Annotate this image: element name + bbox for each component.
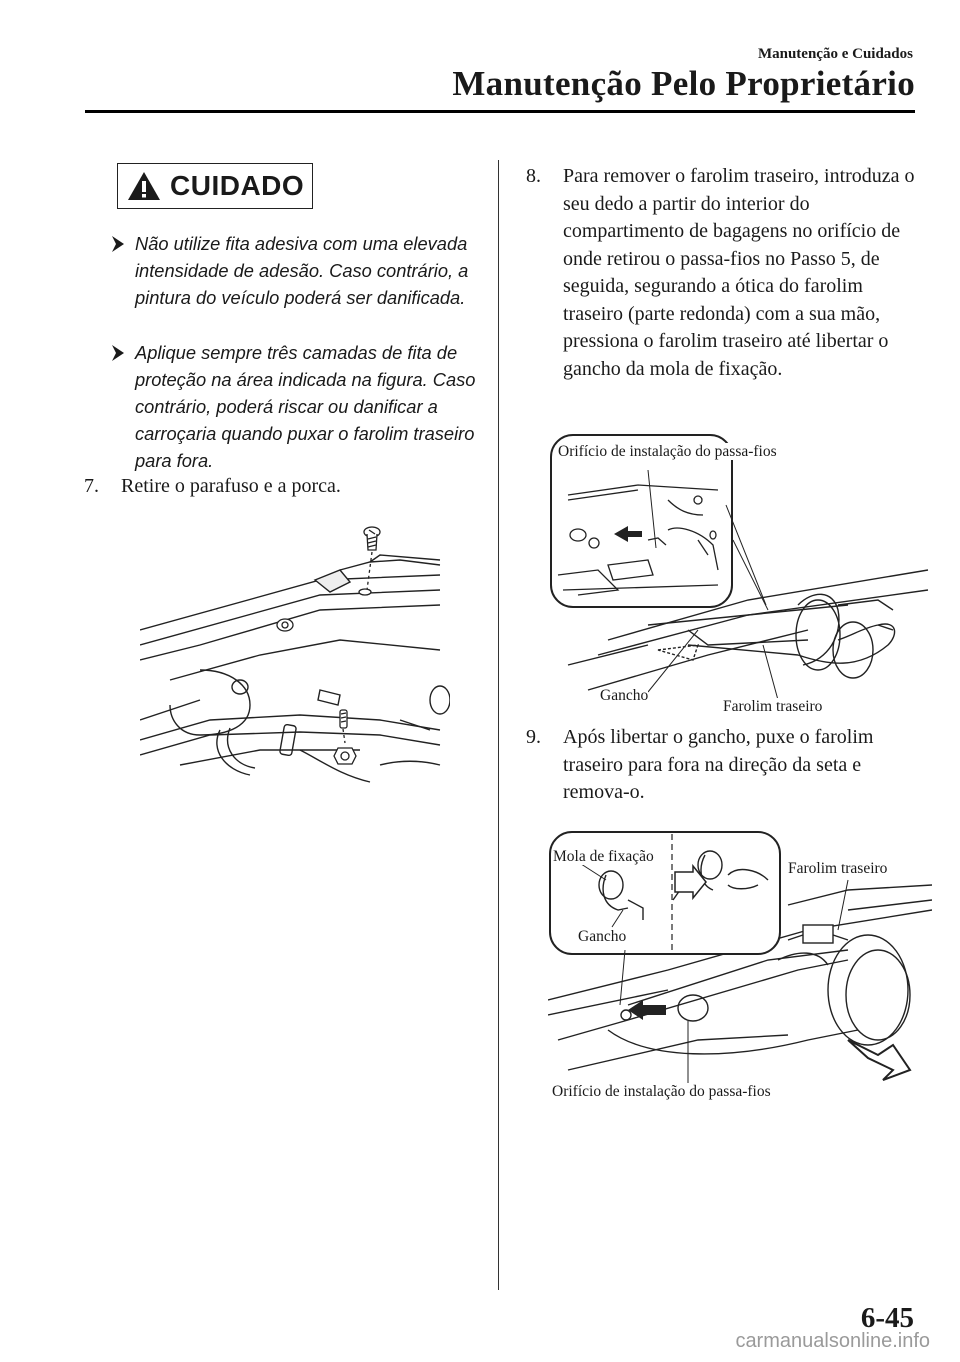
- caution-box: [117, 163, 313, 209]
- label-farolim: Farolim traseiro: [788, 860, 888, 877]
- arrow-bullet-icon: [109, 234, 129, 254]
- caution-item: [109, 339, 479, 474]
- column-divider: [498, 160, 499, 1290]
- header-rule: [85, 110, 915, 113]
- label-orificio: Orifício de instalação do passa-fios: [552, 1083, 771, 1100]
- page-number: 6-45: [860, 1302, 914, 1334]
- step-7: [84, 473, 484, 501]
- figure-remove-lamp: [548, 430, 932, 720]
- warning-icon: [126, 170, 162, 202]
- step-text: Para remover o farolim traseiro, introduza o seu dedo a partir do interior do compartimento de bagagens no orifício de onde retirou o passa-fios no Passo 5, de seguida, segurando a ótica do farolim traseiro (parte redonda) com a sua mão, pressiona o farolim traseiro até libertar o gancho da mola de fixação.: [563, 165, 915, 380]
- label-orificio: Orifício de instalação do passa-fios: [558, 443, 777, 460]
- caution-item-text: Aplique sempre três camadas de fita de proteção na área indicada na figura. Caso contrário, poderá riscar ou danificar a carroçaria quando puxar o farolim traseiro para fora.: [135, 342, 476, 471]
- step-text: Retire o parafuso e a porca.: [121, 475, 341, 497]
- step-text: Após libertar o gancho, puxe o farolim traseiro para fora na direção da seta e remova-o.: [563, 726, 874, 803]
- chapter-title: Manutenção e Cuidados: [757, 46, 913, 62]
- arrow-bullet-icon: [109, 343, 129, 363]
- step-number: 9.: [526, 726, 541, 748]
- step-9: [526, 724, 926, 807]
- label-gancho: Gancho: [600, 687, 649, 704]
- figure-remove-lamp-drawing: [548, 430, 932, 720]
- label-gancho: Gancho: [578, 928, 627, 945]
- step-8: [526, 163, 926, 383]
- step-number: 8.: [526, 165, 541, 187]
- step-number: 7.: [84, 475, 99, 497]
- watermark: carmanualsonline.info: [735, 1330, 930, 1352]
- label-mola: Mola de fixação: [553, 848, 654, 865]
- caution-label: CUIDADO: [170, 170, 305, 201]
- figure-bolt-nut: [140, 520, 450, 785]
- caution-item: [109, 230, 479, 311]
- label-farolim: Farolim traseiro: [723, 698, 823, 715]
- figure-pull-lamp: [548, 830, 932, 1105]
- caution-item-text: Não utilize fita adesiva com uma elevada intensidade de adesão. Caso contrário, a pintura do veículo poderá ser danificada.: [135, 233, 469, 308]
- section-title: Manutenção Pelo Proprietário: [452, 64, 915, 103]
